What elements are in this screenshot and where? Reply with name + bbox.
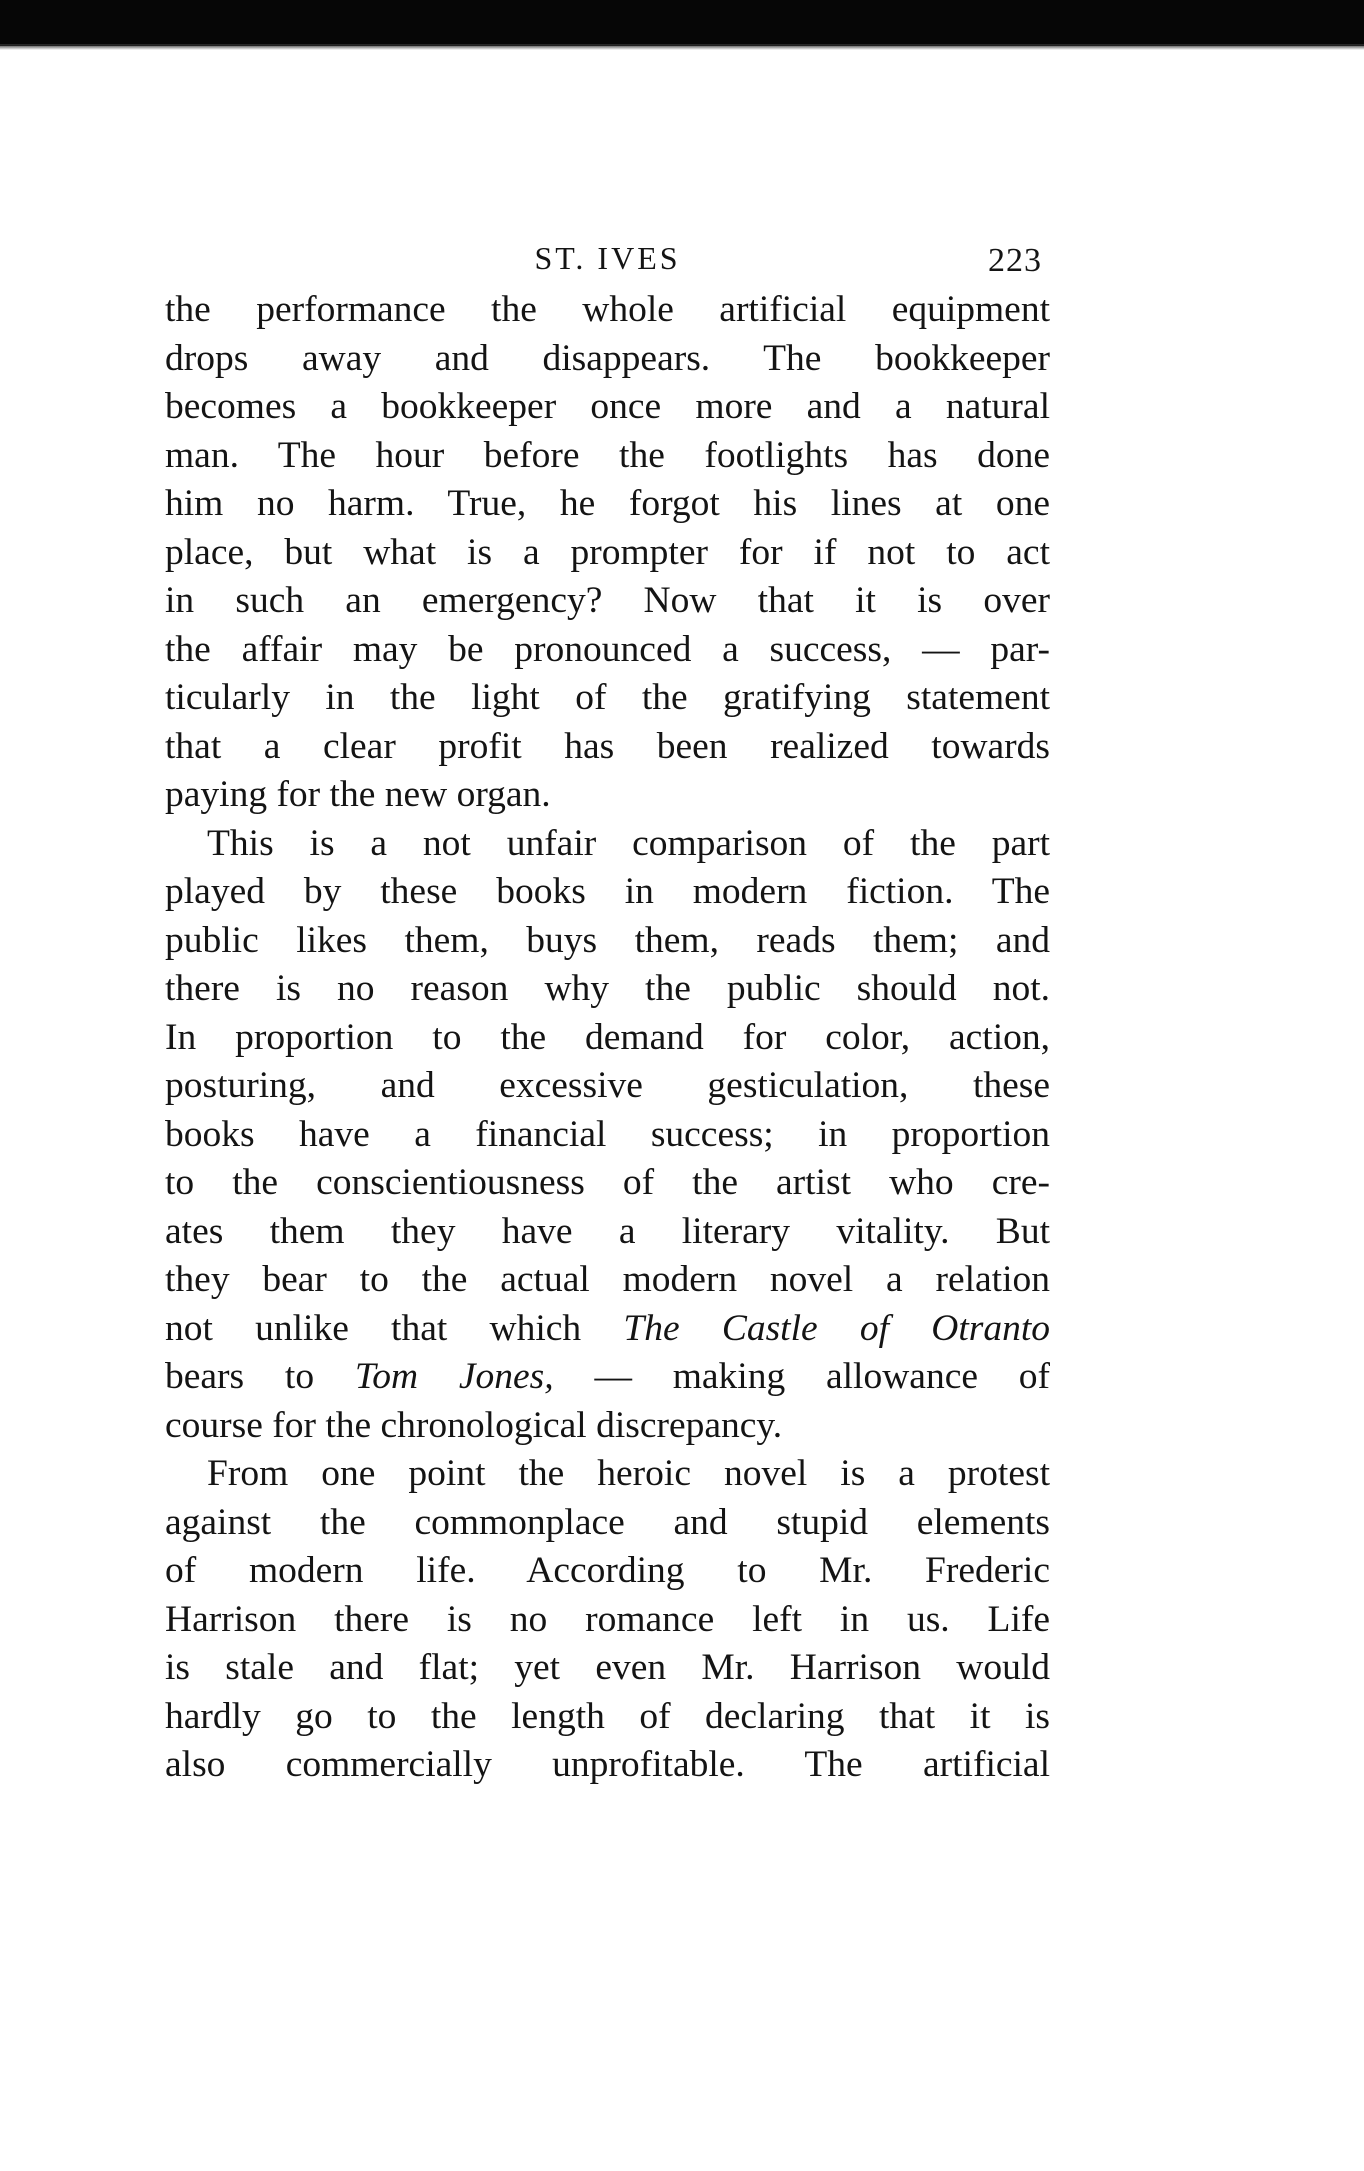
scan-top-edge xyxy=(0,0,1364,46)
text-line: hardly go to the length of declaring that it is xyxy=(165,1695,1050,1737)
text-line: him no harm. True, he forgot his lines at one xyxy=(165,483,1050,524)
text-line: against the commonplace and stupid elements xyxy=(165,1501,1050,1543)
text-line: becomes a bookkeeper once more and a natural xyxy=(165,386,1050,427)
text-line: played by these books in modern fiction. The xyxy=(165,871,1050,912)
text-line: books have a financial success; in proportion xyxy=(165,1113,1050,1155)
text-line-with-italic xyxy=(165,1305,1050,1354)
text-line: the performance the whole artificial equipment xyxy=(165,289,1050,330)
text-line-with-italic xyxy=(165,1353,1050,1402)
text-segment: bears to xyxy=(165,1356,355,1397)
text-line: Harrison there is no romance left in us. Life xyxy=(165,1598,1050,1640)
text-line: the affair may be pronounced a success, — par- xyxy=(165,628,1050,670)
text-line: posturing, and excessive gesticulation, these xyxy=(165,1065,1050,1106)
text-line: ticularly in the light of the gratifying statement xyxy=(165,677,1050,718)
text-line: drops away and disappears. The bookkeeper xyxy=(165,337,1050,379)
text-line: there is no reason why the public should not. xyxy=(165,968,1050,1009)
scan-edge-shadow xyxy=(0,44,1364,50)
text-line: in such an emergency? Now that it is over xyxy=(165,580,1050,621)
running-head xyxy=(165,236,1050,286)
text-line: ates them they have a literary vitality. But xyxy=(165,1210,1050,1252)
text-line: course for the chronological discrepancy. xyxy=(165,1404,783,1446)
text-segment: — making allowance of xyxy=(553,1356,1050,1397)
text-line: they bear to the actual modern novel a relation xyxy=(165,1259,1050,1300)
text-line: public likes them, buys them, reads them; and xyxy=(165,919,1050,961)
text-line: is stale and flat; yet even Mr. Harrison would xyxy=(165,1647,1050,1688)
page-number: 223 xyxy=(988,242,1042,279)
text-line: also commercially unprofitable. The artificial xyxy=(165,1744,1050,1785)
text-line: of modern life. According to Mr. Frederic xyxy=(165,1550,1050,1591)
italic-title-tom-jones: Tom Jones, xyxy=(354,1356,554,1397)
paragraph-start-line: From one point the heroic novel is a protest xyxy=(207,1453,1050,1494)
text-line: place, but what is a prompter for if not to act xyxy=(165,531,1050,573)
running-title: ST. IVES xyxy=(534,240,681,276)
text-line: man. The hour before the footlights has done xyxy=(165,434,1050,476)
book-page xyxy=(165,236,1050,1790)
text-segment: not unlike that which xyxy=(165,1307,624,1349)
text-line: to the conscientiousness of the artist who cre- xyxy=(165,1162,1050,1203)
paragraph-start-line: This is a not unfair comparison of the part xyxy=(207,822,1050,864)
text-line: paying for the new organ. xyxy=(165,774,551,815)
italic-title-castle-of-otranto: The Castle of Otranto xyxy=(623,1307,1050,1349)
text-line: that a clear profit has been realized towards xyxy=(165,725,1050,767)
body-text xyxy=(165,286,1050,1790)
text-line: In proportion to the demand for color, action, xyxy=(165,1016,1050,1058)
